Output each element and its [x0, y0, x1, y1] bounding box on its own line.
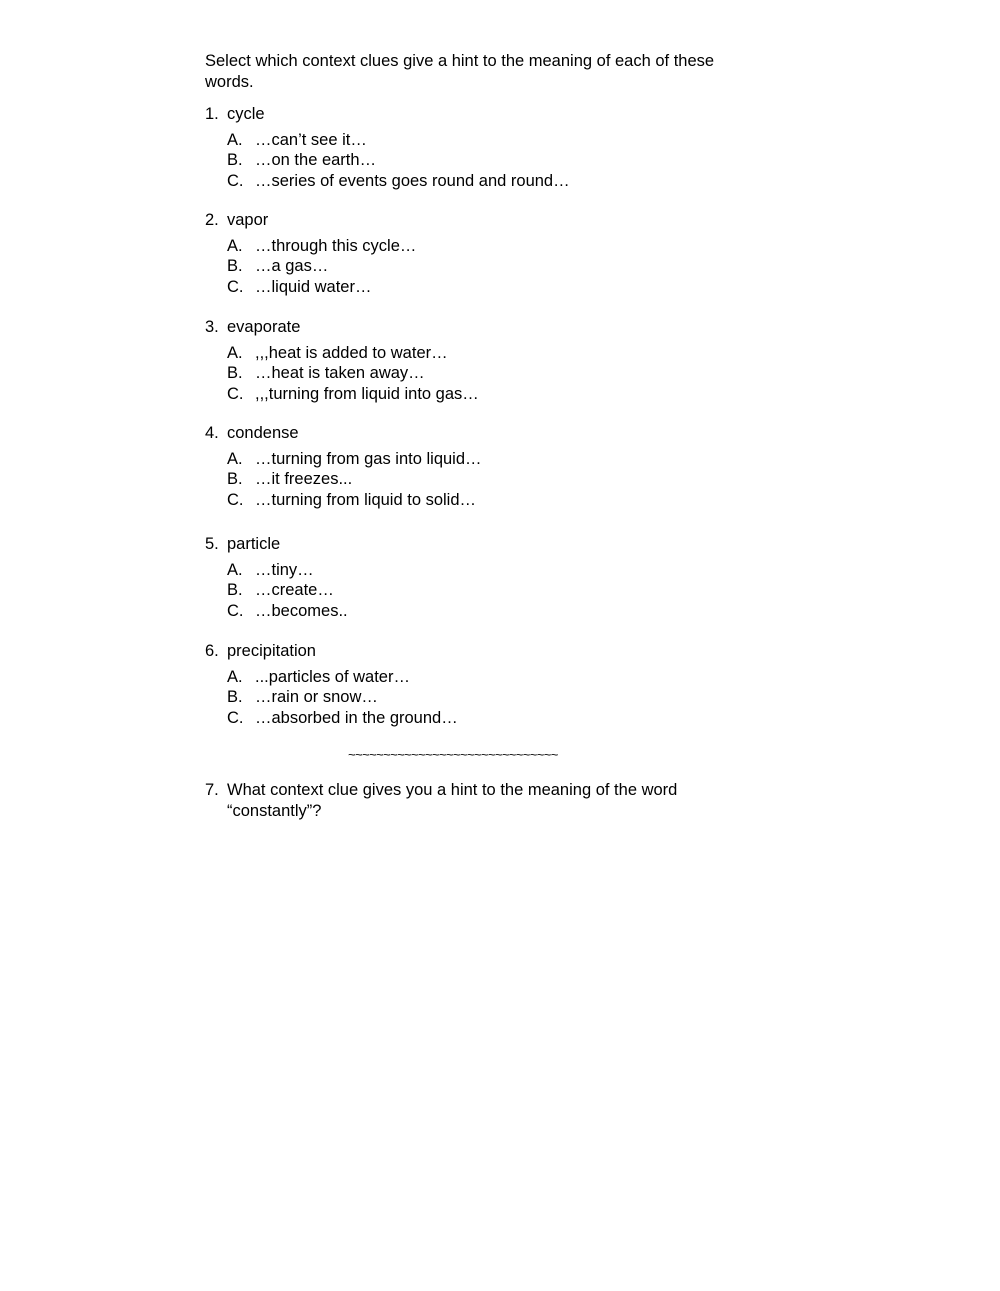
- option-c[interactable]: [205, 171, 765, 191]
- option-list: [205, 560, 765, 621]
- option-text: ,,,turning from liquid into gas…: [255, 384, 479, 403]
- option-a[interactable]: [205, 560, 765, 580]
- option-text: ,,,heat is added to water…: [255, 344, 448, 362]
- question-header: [205, 317, 765, 338]
- option-text: …tiny…: [255, 561, 314, 579]
- option-b[interactable]: [205, 469, 765, 489]
- option-letter: C.: [227, 490, 244, 509]
- option-letter: A.: [227, 450, 243, 468]
- option-letter: B.: [227, 470, 243, 489]
- option-a[interactable]: [205, 667, 765, 687]
- option-c[interactable]: [205, 601, 765, 621]
- question-number: 7.: [205, 781, 219, 799]
- option-text: …becomes..: [255, 601, 348, 620]
- option-letter: C.: [227, 384, 244, 403]
- question-header: [205, 423, 765, 444]
- question-6: [205, 641, 765, 728]
- question-word: precipitation: [227, 642, 316, 660]
- question-3: [205, 317, 765, 404]
- question-2: [205, 210, 765, 297]
- option-list: [205, 343, 765, 404]
- option-text: …a gas…: [255, 257, 329, 276]
- option-text: …it freezes...: [255, 470, 353, 489]
- option-a[interactable]: [205, 130, 765, 150]
- question-number: 6.: [205, 642, 219, 660]
- option-text: …series of events goes round and round…: [255, 171, 570, 190]
- question-number: 4.: [205, 424, 219, 442]
- option-letter: A.: [227, 561, 243, 579]
- option-b[interactable]: [205, 687, 765, 707]
- question-number: 5.: [205, 535, 219, 553]
- option-letter: B.: [227, 581, 243, 600]
- option-text: …create…: [255, 581, 334, 600]
- instructions-text: Select which context clues give a hint to the meaning of each of these words.: [205, 52, 715, 91]
- option-list: [205, 130, 765, 191]
- option-letter: C.: [227, 277, 244, 296]
- question-number: 2.: [205, 211, 219, 229]
- question-header: [205, 210, 765, 231]
- option-a[interactable]: [205, 449, 765, 469]
- option-text: …turning from liquid to solid…: [255, 490, 477, 509]
- option-c[interactable]: [205, 384, 765, 404]
- option-text: …heat is taken away…: [255, 364, 425, 383]
- option-text: …absorbed in the ground…: [255, 708, 458, 727]
- option-list: [205, 449, 765, 510]
- option-letter: C.: [227, 601, 244, 620]
- question-header: [205, 534, 765, 555]
- question-word: particle: [227, 535, 281, 553]
- option-c[interactable]: [205, 708, 765, 728]
- option-letter: C.: [227, 171, 244, 190]
- option-list: [205, 236, 765, 297]
- option-text: …can’t see it…: [255, 131, 367, 149]
- option-b[interactable]: [205, 256, 765, 276]
- option-text: …through this cycle…: [255, 237, 417, 255]
- question-4: [205, 423, 765, 510]
- question-word: condense: [227, 424, 299, 442]
- question-word: cycle: [227, 105, 265, 123]
- option-text: …liquid water…: [255, 277, 372, 296]
- option-letter: A.: [227, 668, 243, 686]
- question-word: vapor: [227, 211, 269, 229]
- option-letter: A.: [227, 344, 243, 362]
- option-b[interactable]: [205, 580, 765, 600]
- option-text: ...particles of water…: [255, 668, 410, 686]
- question-header: [205, 104, 765, 125]
- option-c[interactable]: [205, 277, 765, 297]
- option-text: …on the earth…: [255, 151, 377, 170]
- question-7-text: What context clue gives you a hint to the meaning of the word “constantly”?: [227, 781, 678, 820]
- question-word: evaporate: [227, 318, 301, 336]
- tilde-separator: ~~~~~~~~~~~~~~~~~~~~~~~~~~~~~~: [348, 747, 558, 762]
- option-letter: B.: [227, 151, 243, 170]
- option-text: …rain or snow…: [255, 688, 378, 707]
- option-a[interactable]: [205, 343, 765, 363]
- option-letter: C.: [227, 708, 244, 727]
- question-number: 3.: [205, 318, 219, 336]
- question-number: 1.: [205, 105, 219, 123]
- option-letter: B.: [227, 688, 243, 707]
- question-header: [205, 641, 765, 662]
- option-text: …turning from gas into liquid…: [255, 450, 482, 468]
- option-letter: A.: [227, 237, 243, 255]
- option-letter: B.: [227, 364, 243, 383]
- question-1: [205, 104, 765, 191]
- option-c[interactable]: [205, 490, 765, 510]
- option-list: [205, 667, 765, 728]
- option-letter: B.: [227, 257, 243, 276]
- option-b[interactable]: [205, 150, 765, 170]
- option-a[interactable]: [205, 236, 765, 256]
- question-5: [205, 534, 765, 621]
- option-b[interactable]: [205, 363, 765, 383]
- option-letter: A.: [227, 131, 243, 149]
